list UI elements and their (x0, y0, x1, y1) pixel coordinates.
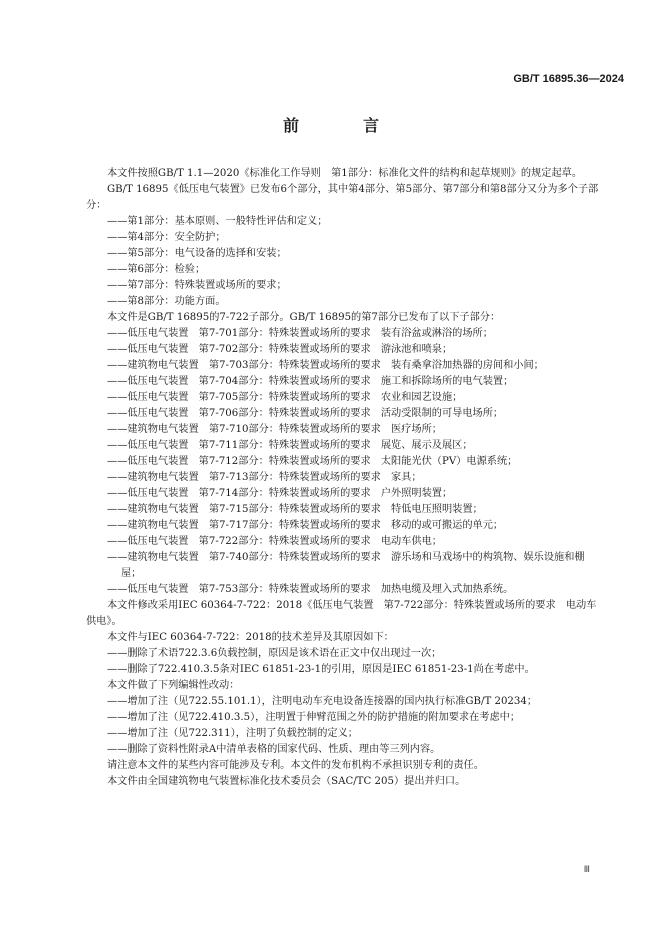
list-item: ——建筑物电气装置 第7-740部分：特殊装置或场所的要求 游乐场和马戏场中的构筑物、娱乐设施和棚屋； (107, 552, 585, 579)
list-item: ——增加了注（见722.410.3.5），注明置于伸臂范围之外的防护措施的附加要求在考虑中； (107, 712, 521, 723)
list-item: ——建筑物电气装置 第7-713部分：特殊装置或场所的要求 家具； (107, 472, 422, 483)
list-item: ——删除了资料性附录A中清单表格的国家代码、性质、理由等三列内容。 (107, 744, 441, 755)
list-item: ——低压电气装置 第7-714部分：特殊装置或场所的要求 户外照明装置； (107, 488, 453, 499)
body-paragraph: 本文件修改采用IEC 60364-7-722：2018《低压电气装置 第7-722部分：特殊装置或场所的要求 电动车供电》。 (86, 600, 597, 627)
body-paragraph: 本文件做了下列编辑性改动： (107, 680, 240, 691)
list-item: ——建筑物电气装置 第7-717部分：特殊装置或场所的要求 移动的或可搬运的单元； (107, 520, 504, 531)
list-item: ——第1部分：基本原则、一般特性评估和定义； (107, 216, 328, 227)
body-paragraph: GB/T 16895《低压电气装置》已发布6个部分，其中第4部分、第5部分、第7部分和第8部分又分为多个子部分： (86, 184, 599, 211)
list-item: ——建筑物电气装置 第7-710部分：特殊装置或场所的要求 医疗场所； (107, 424, 442, 435)
list-item: ——低压电气装置 第7-702部分：特殊装置或场所的要求 游泳池和喷泉； (107, 344, 453, 355)
foreword-body (86, 166, 600, 790)
body-paragraph: 本文件是GB/T 16895的7-722子部分。GB/T 16895的第7部分已发布了以下子部分： (107, 312, 501, 323)
list-item: ——低压电气装置 第7-704部分：特殊装置或场所的要求 施工和拆除场所的电气装置； (107, 376, 514, 387)
list-item: ——低压电气装置 第7-711部分：特殊装置或场所的要求 展览、展示及展区； (107, 440, 473, 451)
list-item: ——第8部分：功能方面。 (107, 296, 226, 307)
body-paragraph: 本文件与IEC 60364-7-722：2018的技术差异及其原因如下： (107, 632, 394, 643)
list-item: ——第5部分：电气设备的选择和安装； (107, 248, 287, 259)
list-item: ——低压电气装置 第7-701部分：特殊装置或场所的要求 装有浴盆或淋浴的场所； (107, 328, 493, 339)
body-paragraph: 请注意本文件的某些内容可能涉及专利。本文件的发布机构不承担识别专利的责任。 (107, 760, 484, 771)
list-item: ——增加了注（见722.311），注明了负载控制的定义； (107, 728, 358, 739)
list-item: ——删除了722.410.3.5条对IEC 61851-23-1的引用，原因是IEC 61851-23-1尚在考虑中。 (107, 664, 535, 675)
list-item: ——建筑物电气装置 第7-703部分：特殊装置或场所的要求 装有桑拿浴加热器的房间和小间； (107, 360, 544, 371)
page-title: 前 言 (282, 116, 403, 135)
body-paragraph: 本文件按照GB/T 1.1—2020《标准化工作导则 第1部分：标准化文件的结构和起草规则》的规定起草。 (107, 168, 583, 179)
list-item: ——建筑物电气装置 第7-715部分：特殊装置或场所的要求 特低电压照明装置； (107, 504, 483, 515)
list-item: ——第7部分：特殊装置或场所的要求； (107, 280, 287, 291)
list-item: ——低压电气装置 第7-722部分：特殊装置或场所的要求 电动车供电； (107, 536, 442, 547)
list-item: ——第6部分：检验； (107, 264, 206, 275)
list-item: ——低压电气装置 第7-705部分：特殊装置或场所的要求 农业和园艺设施； (107, 392, 463, 403)
list-item: ——低压电气装置 第7-706部分：特殊装置或场所的要求 活动受限制的可导电场所； (107, 408, 504, 419)
list-item: ——低压电气装置 第7-753部分：特殊装置或场所的要求 加热电缆及埋入式加热系统。 (107, 584, 514, 595)
page-number: Ⅲ (583, 864, 590, 874)
list-item: ——低压电气装置 第7-712部分：特殊装置或场所的要求 太阳能光伏（PV）电源系统； (107, 456, 518, 467)
list-item: ——第4部分：安全防护； (107, 232, 226, 243)
standard-code: GB/T 16895.36—2024 (513, 73, 624, 85)
body-paragraph: 本文件由全国建筑物电气装置标准化技术委员会（SAC/TC 205）提出并归口。 (107, 776, 466, 787)
list-item: ——删除了术语722.3.6负载控制，原因是该术语在正文中仅出现过一次； (107, 648, 442, 659)
list-item: ——增加了注（见722.55.101.1），注明电动车充电设备连接器的国内执行标准GB/T 20234； (107, 696, 538, 707)
